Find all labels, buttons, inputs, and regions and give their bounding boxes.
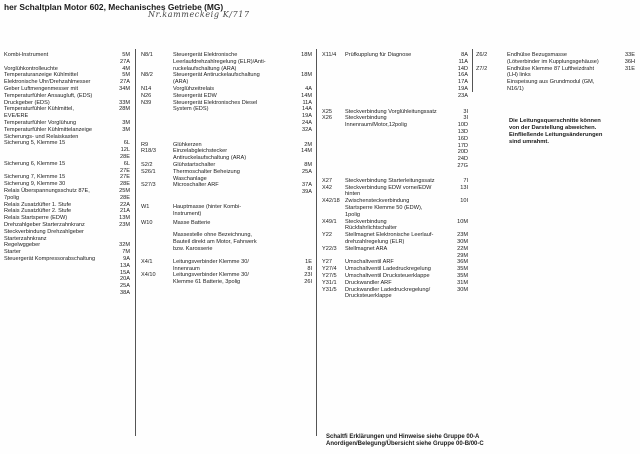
grid-reference: 10D (457, 122, 468, 129)
legend-description: 7polig (4, 194, 19, 201)
grid-reference: 13D (457, 129, 468, 135)
component-code: X42 (322, 184, 332, 191)
component-description: Glühstartschalter (173, 162, 216, 168)
grid-reference: 23A (458, 92, 468, 99)
component-code: Y31/1 (322, 279, 337, 286)
component-code: Y27/4 (322, 266, 337, 273)
grid-reference: 36M (457, 259, 468, 266)
grid-reference: 22A (120, 201, 130, 208)
grid-reference: 27E (120, 167, 130, 174)
grid-reference: 3M (122, 126, 130, 133)
grid-reference: 31E (625, 65, 635, 72)
legend-description: Kombi-Instrument (4, 52, 49, 58)
grid-reference: 19A (302, 113, 312, 120)
grid-reference: 15A (120, 269, 130, 276)
grid-reference: 30M (457, 286, 468, 293)
grid-reference: 25M (119, 188, 130, 194)
component-code: X42/18 (322, 198, 340, 205)
grid-reference: 33E (625, 52, 635, 58)
component-code: N26 (141, 92, 152, 99)
grid-reference: 9A (123, 256, 130, 262)
component-code: Y27/5 (322, 273, 337, 279)
grid-reference: 19A (458, 86, 468, 92)
legend-description: Temperaturfühler Kühlmittel, (4, 106, 74, 113)
component-description: Massestelle ohne Bezeichnung, (173, 232, 252, 239)
legend-description: Sicherung 6, Klemme 15 (4, 160, 66, 167)
component-description: Druckwandler ARF (345, 279, 392, 286)
component-code: R18/3 (141, 148, 156, 155)
column-divider (316, 49, 317, 436)
grid-reference: 16D (457, 135, 468, 142)
component-description: 1polig (345, 211, 360, 218)
component-description: Steckverbindung (345, 218, 387, 225)
component-code: W1 (141, 204, 150, 210)
component-description: Endhülse Klemme 87 Luftheizdraht (507, 65, 595, 72)
grid-reference: 32M (119, 242, 130, 249)
component-code: S27/3 (141, 182, 156, 189)
component-description: Vorglühzeitrelais (173, 86, 215, 92)
component-description: Antiruckelaufschaltung (ARA) (173, 155, 247, 162)
grid-reference: 23M (457, 232, 468, 239)
component-description: Prüfkupplung für Diagnose (345, 52, 412, 58)
component-code: N39 (141, 99, 152, 106)
component-code: X4/10 (141, 272, 156, 279)
grid-reference: 27G (457, 163, 468, 169)
component-description: System (EDS) (173, 106, 209, 113)
footer-line: Schaltfi Erklärungen und Hinweise siehe Gruppe 00-A (326, 434, 480, 440)
grid-reference: 22M (457, 245, 468, 252)
component-description: Startsperre Klemme 50 (EDW), (345, 205, 423, 211)
grid-reference: 25A (302, 168, 312, 175)
component-description: Umschaltventil Drucksteuerklappe (345, 273, 430, 279)
grid-reference: 21A (120, 208, 130, 215)
component-code: X27 (322, 177, 332, 184)
grid-reference: 32A (302, 126, 312, 133)
footer-references (326, 434, 484, 449)
component-code: S2/2 (141, 162, 153, 168)
grid-reference: 28E (120, 154, 130, 160)
grid-reference: 17D (457, 142, 468, 149)
component-description: Leerlaufdrehzahlregelung (ELR)/Anti- (173, 58, 266, 65)
component-description: Hauptmasse (hinter Kombi- (173, 204, 242, 210)
legend-description: Temperaturfühler Ansaugluft, (EDS) (4, 92, 93, 99)
legend-description: Sicherung 9, Klemme 30 (4, 181, 66, 188)
component-description: Einzelabgleichstecker (173, 148, 228, 155)
component-description: Zwischensteckverbindung (345, 198, 410, 205)
legend-description: Temperaturanzeige Kühlmittel (4, 72, 78, 79)
component-description: Steuergerät Elektronisches Diesel (173, 99, 258, 106)
component-code: N8/2 (141, 72, 153, 79)
component-code: Y31/5 (322, 286, 337, 293)
component-description: Einspeisung aus Grundmodul (GM, (507, 79, 595, 86)
component-description: Waschanlage (173, 175, 207, 182)
component-description: Masse Batterie (173, 219, 211, 226)
legend-description: Temperaturfühler Kühlmittelanzeige (4, 126, 92, 133)
grid-reference: 37A (302, 182, 312, 189)
grid-reference: 11A (458, 58, 468, 65)
legend-description: Geber Luftmengenmesser mit (4, 86, 78, 92)
legend-description: Steuergerät Kompressorabschaltung (4, 256, 96, 262)
component-code: N14 (141, 86, 152, 92)
grid-reference: 8I (307, 265, 312, 272)
grid-reference: 26I (304, 279, 312, 286)
legend-description: Temperaturfühler Vorglühung (4, 120, 77, 126)
grid-reference: 10I (460, 198, 468, 205)
component-description: Steuergerät Elektronische (173, 52, 238, 58)
legend-description: Vorglühkontrolleuchte (4, 65, 58, 72)
legend-description: Starterzahnkranz (4, 235, 47, 242)
legend-description: Relais Überspannungsschutz 87E, (4, 188, 90, 194)
grid-reference: 13A (120, 262, 130, 269)
component-description: Glühkerzen (173, 141, 202, 148)
component-description: Druckwandler Ladedruckregelung/ (345, 286, 431, 293)
grid-reference: 36H (624, 58, 635, 65)
grid-reference: 12L (120, 147, 130, 154)
component-description: Steckverbindung (345, 115, 387, 122)
grid-reference: 8A (461, 52, 468, 58)
component-description: (LH) links (507, 72, 531, 79)
grid-reference: 8M (304, 162, 312, 168)
component-code: Y22 (322, 232, 332, 239)
grid-reference: 5M (122, 72, 130, 79)
component-code: X26 (322, 115, 332, 122)
grid-reference: 20D (457, 149, 468, 156)
component-description: drehzahlregelung (ELR) (345, 239, 405, 245)
grid-reference: 4A (305, 86, 312, 92)
grid-reference: 33M (119, 99, 130, 106)
grid-reference: 39A (302, 189, 312, 196)
grid-reference: 14D (457, 65, 468, 72)
component-code: W10 (141, 219, 153, 226)
component-description: Umschaltventil Ladedruckregelung (345, 266, 431, 273)
component-code: Y27 (322, 259, 332, 266)
grid-reference: 23I (304, 272, 312, 279)
grid-reference: 16A (458, 72, 468, 79)
component-description: ruckelaufschaltung (ARA) (173, 65, 237, 72)
grid-reference: 25A (120, 283, 130, 290)
grid-reference: 38A (120, 290, 130, 296)
legend-description: Relais Startsperre (EDW) (4, 215, 68, 222)
component-description: Thermoschalter Beheizung (173, 168, 240, 175)
grid-reference: 20A (120, 276, 130, 283)
note-text (509, 118, 602, 146)
component-description: Steckverbindung Starterleitungssatz (345, 177, 435, 184)
component-description: Umschaltventil ARF (345, 259, 394, 266)
grid-reference: 11A (302, 99, 312, 106)
grid-reference: 5M (122, 52, 130, 58)
column-divider (472, 49, 473, 92)
grid-reference: 18M (301, 52, 312, 58)
legend-description: Steckverbindung Drehzahlgeber (4, 228, 84, 235)
grid-reference: 7I (463, 177, 468, 184)
legend-description: Drehzahlgeber Starterzahnkranz (4, 222, 85, 228)
grid-reference: 13I (460, 184, 468, 191)
component-description: Instrument) (173, 210, 202, 217)
component-code: X25 (322, 108, 332, 115)
grid-reference: 24A (302, 120, 312, 126)
column-divider (135, 49, 136, 436)
component-description: Steckverbindung Vorglühleitungssatz (345, 108, 437, 115)
component-description: Steuergerät EDW (173, 92, 217, 99)
legend-description: Regelwggeber (4, 242, 41, 249)
component-code: S26/1 (141, 168, 156, 175)
grid-reference: 23M (119, 222, 130, 228)
component-description: Stellmagnet ARA (345, 245, 388, 252)
grid-reference: 6L (123, 140, 130, 147)
grid-reference: 34M (119, 86, 130, 92)
grid-reference: 3I (463, 115, 468, 122)
grid-reference: 6L (123, 160, 130, 167)
grid-reference: 14A (302, 106, 312, 113)
grid-reference: 3I (463, 108, 468, 115)
grid-reference: 13M (119, 215, 130, 222)
component-code: X4/1 (141, 258, 153, 265)
grid-reference: 29M (457, 252, 468, 259)
grid-reference: 28E (120, 181, 130, 188)
component-code: R9 (141, 141, 149, 148)
grid-reference: 14M (301, 92, 312, 99)
legend-description: Druckgeber (EDS) (4, 99, 50, 106)
grid-reference: 28M (119, 106, 130, 113)
note-line: Einfließende Leitungsänderungen (509, 132, 603, 138)
component-description: Drucksteuerklappe (345, 293, 392, 300)
component-code: Z6/2 (476, 52, 488, 58)
component-description: (ARA) (173, 79, 189, 86)
grid-reference: 17A (458, 79, 468, 86)
grid-reference: 4M (122, 65, 130, 72)
component-description: Innenraum (173, 265, 200, 272)
component-code: X11/4 (322, 52, 337, 58)
grid-reference: 1E (305, 258, 312, 265)
handwritten-annotation: Nr.kammeckeig K/717 (148, 10, 250, 19)
component-description: Leitungsverbinder Klemme 30/ (173, 272, 249, 279)
grid-reference: 14M (301, 148, 312, 155)
footer-line: Anordigen/Belegung/Übersicht siehe Gruppe 00-B/00-C (326, 441, 484, 448)
grid-reference: 35M (457, 266, 468, 273)
note-line: Die Leitungsquerschnitte können (509, 118, 601, 124)
grid-reference: 18M (301, 72, 312, 79)
legend-description: Sicherung 7, Klemme 15 (4, 174, 66, 181)
component-description: Endhülse Bezugsmasse (507, 52, 568, 58)
component-description: Leitungsverbinder Klemme 30/ (173, 258, 249, 265)
grid-reference: 27A (120, 79, 130, 86)
component-code: Y22/3 (322, 245, 337, 252)
grid-reference: 10M (457, 218, 468, 225)
grid-reference: 27A (120, 58, 130, 65)
component-description: Steuergerät Antiruckelaufschaltung (173, 72, 260, 79)
component-code: Z7/2 (476, 65, 488, 72)
legend-description: Elektronische Uhr/Drehzahlmesser (4, 79, 91, 86)
component-description: Klemme 61 Batterie, 3polig (173, 279, 241, 286)
grid-reference: 27E (120, 174, 130, 181)
grid-reference: 30M (457, 239, 468, 245)
component-description: bzw. Karosserie (173, 246, 213, 252)
page-title: her Schaltplan Motor 602, Mechanisches Getriebe (MG) (4, 2, 224, 12)
grid-reference: 7M (122, 249, 130, 256)
grid-reference: 24D (457, 156, 468, 163)
legend-description: Relais Zusatzlüfter 1. Stufe (4, 201, 72, 208)
component-code: X49/1 (322, 218, 337, 225)
grid-reference: 35M (457, 273, 468, 279)
grid-reference: 2M (304, 141, 312, 148)
component-description: Stellmagnet Elektronische Leerlauf- (345, 232, 434, 239)
component-description: (Lötverbinder im Kupplungsgehäuse) (507, 58, 599, 65)
legend-description: Relais Zusatzlüfter 2. Stufe (4, 208, 72, 215)
note-line: sind umrahmt. (509, 139, 549, 145)
grid-reference: 28E (120, 194, 130, 201)
legend-description: EVE/ERE (4, 113, 29, 120)
legend-description: Starter (4, 249, 21, 256)
component-code: N8/1 (141, 52, 153, 58)
component-description: N16/1) (507, 86, 524, 92)
grid-reference: 31M (457, 279, 468, 286)
grid-reference: 3M (122, 120, 130, 126)
component-description: Microschalter ARF (173, 182, 219, 189)
component-description: Steckverbindung EDW vorne/EDW (345, 184, 432, 191)
legend-description: Sicherung 5, Klemme 15 (4, 140, 66, 147)
component-description: hinten (345, 191, 361, 198)
component-description: Rückfahrlichtschalter (345, 225, 397, 232)
note-line: von der Darstellung abweichen. (509, 125, 597, 131)
component-description: Innenraum/Motor,12polig (345, 122, 407, 129)
component-description: Bauteil direkt am Motor, Fahrwerk (173, 239, 257, 246)
legend-description: Sicherungs- und Relaiskasten (4, 133, 79, 140)
